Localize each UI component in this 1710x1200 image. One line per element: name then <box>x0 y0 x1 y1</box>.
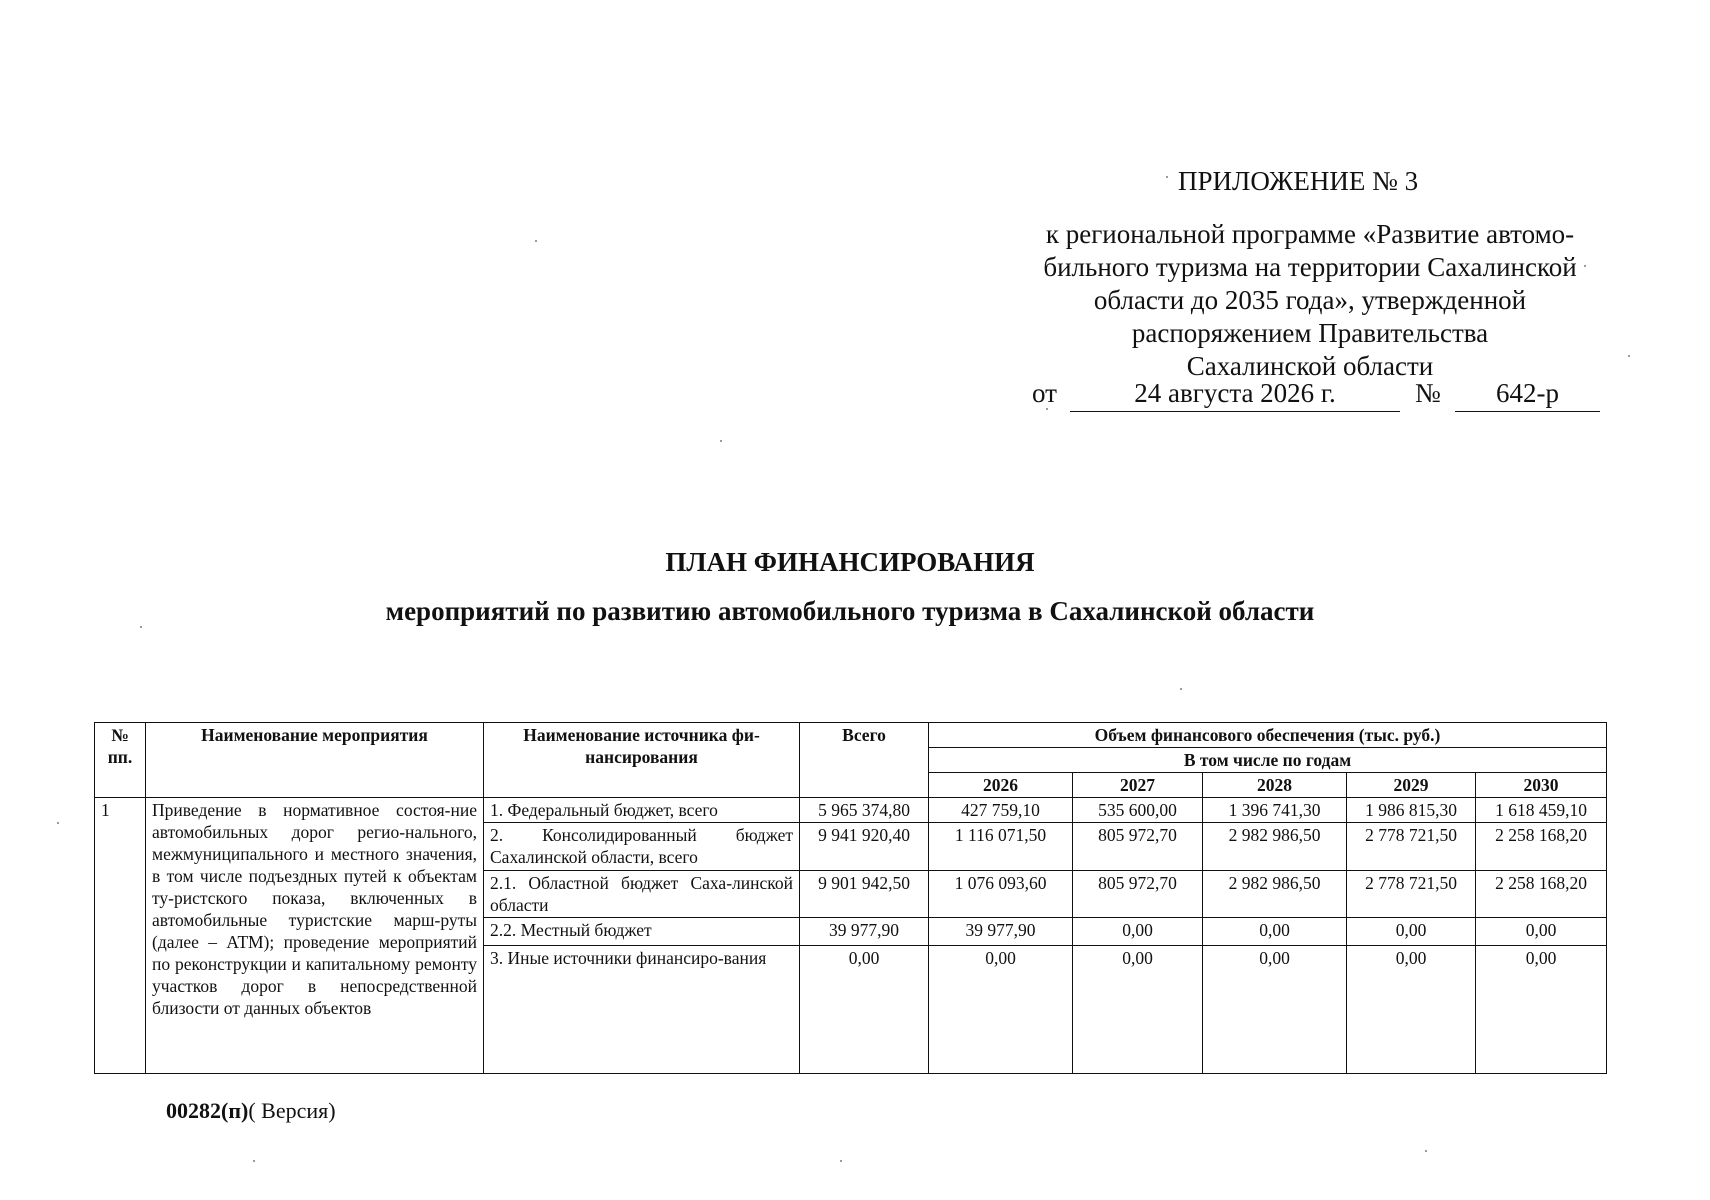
year-value: 2 982 986,50 <box>1203 823 1347 871</box>
year-value: 2 258 168,20 <box>1476 871 1607 918</box>
header-volume: Объем финансового обеспечения (тыс. руб.) <box>929 723 1607 748</box>
year-value: 0,00 <box>1203 946 1347 1074</box>
source-name: 3. Иные источники финансиро-вания <box>484 946 800 1074</box>
year-value: 2 982 986,50 <box>1203 871 1347 918</box>
year-value: 2 778 721,50 <box>1347 823 1476 871</box>
year-value: 535 600,00 <box>1073 798 1203 823</box>
appendix-line: Сахалинской области <box>1186 351 1434 381</box>
total-value: 0,00 <box>800 946 929 1074</box>
source-name: 2. Консолидированный бюджет Сахалинской области, всего <box>484 823 800 871</box>
scan-speck <box>1628 355 1630 357</box>
appendix-line: распоряжением Правительства <box>1131 318 1489 348</box>
year-value: 0,00 <box>1476 918 1607 946</box>
document-code <box>166 1098 336 1124</box>
source-name: 2.1. Областной бюджет Саха-линской области <box>484 871 800 918</box>
appendix-line: к региональной программе «Развитие автомо- <box>1045 219 1575 249</box>
header-source: Наименование источника фи-нансирования <box>484 723 800 798</box>
header-total: Всего <box>800 723 929 798</box>
year-value: 2 258 168,20 <box>1476 823 1607 871</box>
header-by-years: В том числе по годам <box>929 748 1607 773</box>
total-value: 9 901 942,50 <box>800 871 929 918</box>
year-value: 1 076 093,60 <box>929 871 1073 918</box>
header-year: 2029 <box>1347 773 1476 798</box>
header-activity: Наименование мероприятия <box>146 723 484 798</box>
year-value: 0,00 <box>1203 918 1347 946</box>
table-row <box>95 798 1607 823</box>
year-value: 805 972,70 <box>1073 823 1203 871</box>
year-value: 0,00 <box>929 946 1073 1074</box>
appendix-line: бильного туризма на территории Сахалинской <box>1043 252 1577 282</box>
scan-speck <box>1425 1150 1427 1152</box>
year-value: 1 986 815,30 <box>1347 798 1476 823</box>
order-date: 24 августа 2026 г. <box>1070 378 1400 412</box>
total-value: 5 965 374,80 <box>800 798 929 823</box>
financing-table <box>94 722 1607 1074</box>
year-value: 39 977,90 <box>929 918 1073 946</box>
number-prefix: № <box>1415 378 1441 408</box>
year-value: 1 116 071,50 <box>929 823 1073 871</box>
date-prefix: от <box>1032 378 1057 408</box>
header-year: 2026 <box>929 773 1073 798</box>
year-value: 0,00 <box>1073 946 1203 1074</box>
scan-speck <box>57 822 59 824</box>
scan-speck <box>1180 688 1182 690</box>
source-name: 2.2. Местный бюджет <box>484 918 800 946</box>
plan-subtitle: мероприятий по развитию автомобильного туризма в Сахалинской области <box>385 596 1315 626</box>
order-number: 642-р <box>1455 378 1600 412</box>
scan-speck <box>535 240 537 242</box>
plan-title: ПЛАН ФИНАНСИРОВАНИЯ <box>665 547 1035 577</box>
year-value: 1 396 741,30 <box>1203 798 1347 823</box>
row-number: 1 <box>95 798 146 1074</box>
appendix-reference <box>1020 218 1600 383</box>
header-year: 2027 <box>1073 773 1203 798</box>
source-name: 1. Федеральный бюджет, всего <box>484 798 800 823</box>
year-value: 0,00 <box>1476 946 1607 1074</box>
header-year: 2030 <box>1476 773 1607 798</box>
header-number: № пп. <box>95 723 146 798</box>
year-value: 0,00 <box>1073 918 1203 946</box>
total-value: 9 941 920,40 <box>800 823 929 871</box>
year-value: 427 759,10 <box>929 798 1073 823</box>
appendix-line: области до 2035 года», утвержденной <box>1093 285 1527 315</box>
document-version: ( Версия) <box>248 1098 336 1123</box>
year-value: 1 618 459,10 <box>1476 798 1607 823</box>
year-value: 805 972,70 <box>1073 871 1203 918</box>
scan-speck <box>1166 176 1168 178</box>
total-value: 39 977,90 <box>800 918 929 946</box>
scan-speck <box>253 1160 255 1162</box>
scan-speck <box>840 1160 842 1162</box>
activity-name: Приведение в нормативное состоя-ние автомобильных дорог регио-нального, межмуниципального и местного значения, в том числе подъездных путей к объектам ту-ристского показа, включенных в автомобильные туристские марш-руты (далее – АТМ); проведение мероприятий по реконструкции и капитальному ремонту участков дорог в непосредственной близости от данных объектов <box>146 798 484 1074</box>
header-year: 2028 <box>1203 773 1347 798</box>
year-value: 0,00 <box>1347 946 1476 1074</box>
year-value: 0,00 <box>1347 918 1476 946</box>
appendix-title: ПРИЛОЖЕНИЕ № 3 <box>1178 166 1419 196</box>
scan-speck <box>720 440 722 442</box>
year-value: 2 778 721,50 <box>1347 871 1476 918</box>
document-code-number: 00282(п) <box>166 1098 249 1123</box>
